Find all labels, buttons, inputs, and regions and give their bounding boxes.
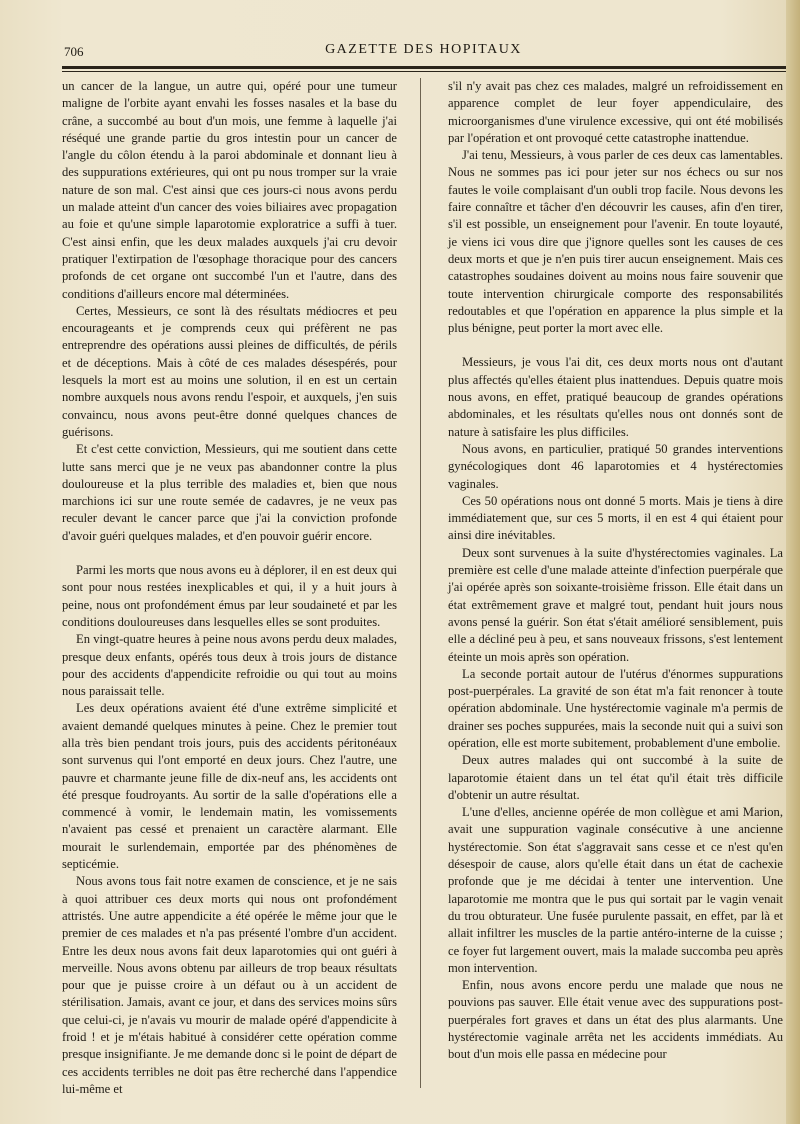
- journal-title: GAZETTE DES HOPITAUX: [325, 42, 522, 57]
- header-rule-thin: [62, 71, 786, 72]
- paragraph: un cancer de la langue, un autre qui, opéré pour une tumeur maligne de l'orbite ayant envahi les fosses nasales et la base du crâne, a succombé au bout d'un mois, une femme à laquelle j'ai réséqué une grande partie du gros intestin pour un cancer de l'angle du côlon étendu à la paroi abdominale et donnant lieu à des suppurations extérieures, qui ont pu nous tromper sur la vraie nature de son mal. C'est ainsi que ces jours-ci nous avons perdu un malade atteint d'un cancer des voies biliaires avec propagation au foie et qu'une simple laparotomie exploratrice a suffi à tuer. C'est ainsi enfin, que les deux malades auxquels j'ai cru devoir pratiquer l'extirpation de l'œsophage thoracique pour des cancers profonds de cet organe ont succombé l'un et l'autre, dans des conditions d'ailleurs encore mal déterminées.: [62, 79, 397, 301]
- right-column: [448, 78, 783, 1064]
- paragraph: Messieurs, je vous l'ai dit, ces deux morts nous ont d'autant plus affectés qu'elles étaient plus inattendues. Depuis quatre mois nous avons, en effet, pratiqué beaucoup de grandes opérations abdominales, et les résultats qu'elles nous ont donnés sont de nature à satisfaire les plus difficiles.: [448, 355, 783, 439]
- paragraph: Deux sont survenues à la suite d'hystérectomies vaginales. La première est celle d'une malade atteinte d'infection puerpérale que j'ai opérée après son soixante-troisième frisson. Elle était dans un état extrêmement grave et malgré tout, pendant huit jours nous avons pensé la guérir. Son état s'était amélioré sensiblement, puis elle a décliné peu à peu, et sans nouveaux frissons, s'est lentement éteinte un mois après son opération.: [448, 545, 783, 664]
- paragraph: L'une d'elles, ancienne opérée de mon collègue et ami Marion, avait une suppuration vaginale consécutive à une ancienne hystérectomie. Son état s'aggravait sans cesse et ce n'est qu'en désespoir de cause, alors qu'elle était dans un état de cachexie profonde que je me décidai à tenter une intervention. Une laparotomie me montra que le pus qui sortait par le vagin venait du trou obturateur. Une fusée purulente passait, en effet, par là et allait infiltrer les muscles de la partie antéro-interne de la cuisse ; ce foyer fut largement ouvert, mais la malade succomba peu après mon intervention.: [448, 805, 783, 975]
- page-edge-shadow: [786, 0, 800, 1124]
- paragraph: En vingt-quatre heures à peine nous avons perdu deux malades, presque deux enfants, opérés tous deux à trois jours de distance pour des accidents d'appendicite refroidie ou qui tout au moins nous paraissait telle.: [62, 632, 397, 699]
- page-number: 706: [64, 44, 84, 59]
- paragraph: Deux autres malades qui ont succombé à la suite de laparotomie étaient dans un tel état qu'il était très difficile d'obtenir un autre résultat.: [448, 753, 783, 802]
- paragraph: Nous avons, en particulier, pratiqué 50 grandes interventions gynécologiques dont 46 laparotomies et 4 hystérectomies vaginales.: [448, 441, 783, 491]
- paragraph: Enfin, nous avons encore perdu une malade que nous ne pouvions pas sauver. Elle était venue avec des suppurations post-puerpérales fort graves et dans un état des plus alarmants. Une hystérectomie vaginale arrêta net les accidents immédiats. Au bout d'un mois elle passa en médecine pour: [448, 978, 783, 1062]
- header-rule-thick: [62, 66, 786, 69]
- paragraph: La seconde portait autour de l'utérus d'énormes suppurations post-puerpérales. La gravité de son état m'a fait renoncer à toute opération abdominale. Une hystérectomie vaginale m'a permis de drainer ses poches suppurées, mais la seconde nuit qui a suivi son opération, elle est morte subitement, probablement d'une embolie.: [448, 666, 783, 750]
- page-header: [60, 40, 787, 62]
- left-column: [62, 78, 397, 1098]
- paragraph: Parmi les morts que nous avons eu à déplorer, il en est deux qui sont pour nous restées inexplicables et qui, il y a huit jours à peine, nous ont profondément émus par leur soudaineté et par les conditions douloureuses dans lesquelles elles se sont produites.: [62, 563, 397, 629]
- paragraph: Les deux opérations avaient été d'une extrême simplicité et avaient demandé quelques minutes à peine. Chez le premier tout alla très bien pendant trois jours, puis des accidents péritonéaux sont survenus qui l'ont emporté en deux jours. Chez l'autre, une pauvre et charmante jeune fille de dix-neuf ans, les accidents ont été presque foudroyants. Au sortir de la salle d'opérations elle a commencé à vomir, le lendemain matin, les vomissements n'avaient pas cessé et prenaient un caractère alarmant. Elle mourait le surlendemain, emportée par des phénomènes de septicémie.: [62, 701, 397, 872]
- column-divider: [420, 78, 421, 1088]
- paragraph: J'ai tenu, Messieurs, à vous parler de ces deux cas lamentables. Nous ne sommes pas ici pour jeter sur nos échecs ou sur nos fautes le voile complaisant d'un oubli trop facile. Nous devons les faire connaître et tâcher d'en découvrir les causes, afin d'en tirer, s'il est possible, un enseignement pour l'avenir. En toute loyauté, je viens ici vous dire que j'ignore quelles sont les causes de ces deux morts et que je n'en puis tirer aucun enseignement. Mais ces catastrophes soudaines doivent au moins nous faire souvenir que toute intervention chirurgicale comporte des responsabilités redoutables et que l'opération en apparence la plus simple et la plus bénigne, peut porter la mort avec elle.: [448, 148, 783, 336]
- paragraph: s'il n'y avait pas chez ces malades, malgré un refroidissement en apparence complet de leur foyer appendiculaire, des microorganismes d'une virulence excessive, qui ont été mobilisés par l'opération et ont provoqué cette catastrophe inattendue.: [448, 79, 783, 145]
- paragraph: Ces 50 opérations nous ont donné 5 morts. Mais je tiens à dire immédiatement que, sur ces 5 morts, il en est 4 qui étaient pour ainsi dire inévitables.: [448, 493, 783, 543]
- paragraph: Nous avons tous fait notre examen de conscience, et je ne sais à quoi attribuer ces deux morts qui nous ont profondément attristés. Une autre appendicite a été opérée le même jour que le premier de ces malades et n'a pas présenté l'ombre d'un accident. Entre les deux nous avons fait deux laparotomies qui ont guéri à merveille. Nous avons obtenu par ailleurs de trop beaux résultats pour que je puisse croire à un défaut ou à un accident de stérilisation. Jamais, avant ce jour, et dans des services moins sûrs que celui-ci, je n'avais vu mourir de malade opéré d'appendicite à froid ! et je m'étais habitué à considérer cette opération comme presque insignifiante. Je me demande donc si le point de départ de ces accidents terribles ne doit pas être recherché dans l'appendice lui-même et: [62, 874, 397, 1096]
- paragraph: Et c'est cette conviction, Messieurs, qui me soutient dans cette lutte sans merci que je ne veux pas abandonner contre la plus douloureuse et la plus terrible des maladies et, bien que nous marchions ici sur une route semée de cadavres, je ne veux pas reculer devant le cancer parce que j'ai la conviction profonde d'avoir guéri quelques malades, et d'en pouvoir guérir encore.: [62, 442, 397, 543]
- paragraph: Certes, Messieurs, ce sont là des résultats médiocres et peu encourageants et je comprends ceux qui préfèrent ne pas entreprendre des opérations aussi pleines de difficultés, de périls et de déceptions. Mais à côté de ces malades désespérés, pour lesquels la mort est au moins une solution, il en est un certain nombre auxquels nous avons rendu l'espoir, et auxquels, j'en suis convaincu, nous avons peut-être donné quelques chances de guérisons.: [62, 303, 397, 439]
